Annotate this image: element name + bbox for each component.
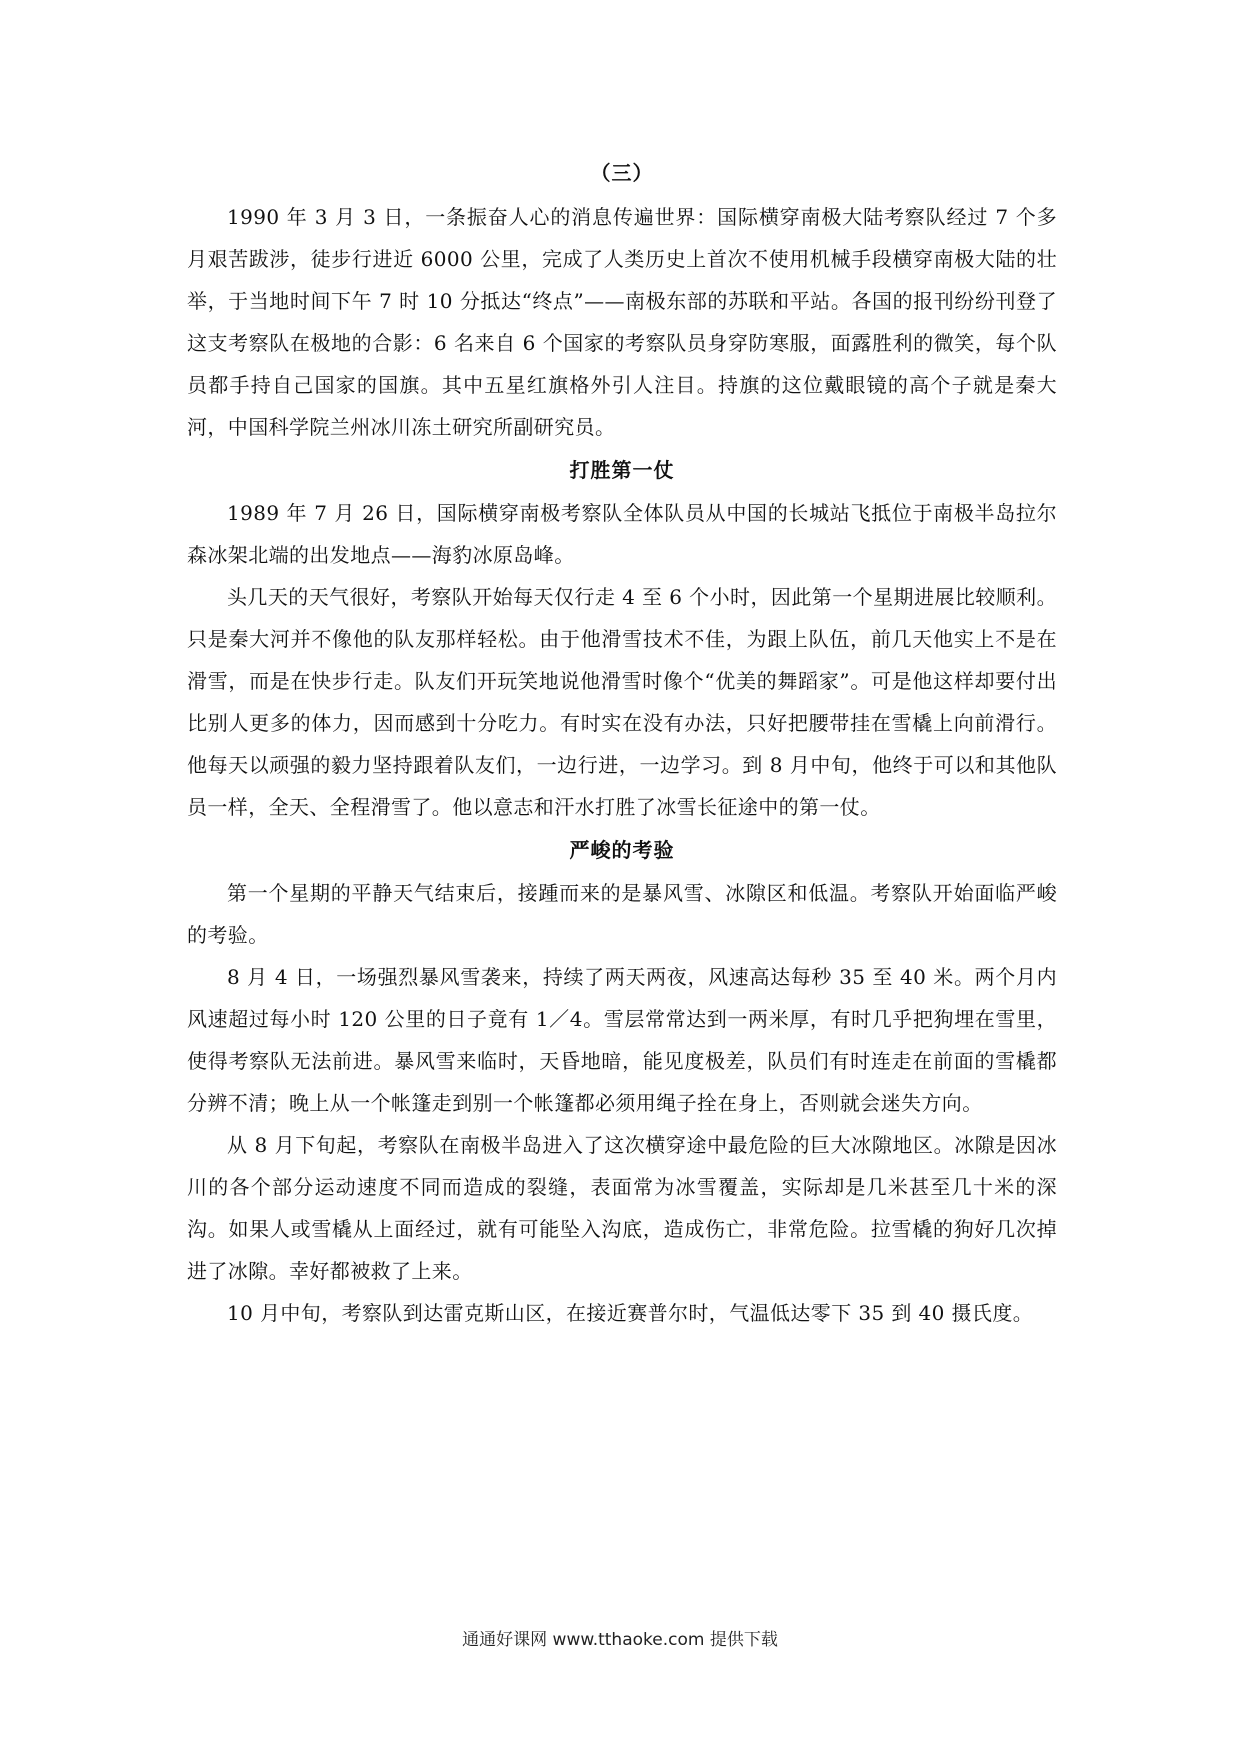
paragraph-blizzard: 8 月 4 日，一场强烈暴风雪袭来，持续了两天两夜，风速高达每秒 35 至 40 米。两个月内风速超过每小时 120 公里的日子竟有 1／4。雪层常常达到一两米厚，有时几乎把狗埋在雪里，使得考察队无法前进。暴风雪来临时，天昏地暗，能见度极差，队员们有时连走在前面的雪橇都分辨不清；晚上从一个帐篷走到别一个帐篷都必须用绳子拴在身上，否则就会迷失方向。 (187, 965, 1057, 1115)
intro-paragraph: 1990 年 3 月 3 日，一条振奋人心的消息传遍世界：国际横穿南极大陆考察队经过 7 个多月艰苦跋涉，徒步行进近 6000 公里，完成了人类历史上首次不使用机械手段横穿南极大陆的壮举，于当地时间下午 7 时 10 分抵达“终点”——南极东部的苏联和平站。各国的报刊纷纷刊登了这支考察队在极地的合影：6 名来自 6 个国家的考察队员身穿防寒服，面露胜利的微笑，每个队员都手持自己国家的国旗。其中五星红旗格外引人注目。持旗的这位戴眼镜的高个子就是秦大河，中国科学院兰州冰川冻土研究所副研究员。 (187, 205, 1057, 439)
footer-source-note: 通通好课网 www.tthaoke.com 提供下载 (462, 1630, 778, 1650)
paragraph-weather-change: 第一个星期的平静天气结束后，接踵而来的是暴风雪、冰隙区和低温。考察队开始面临严峻的考验。 (187, 881, 1057, 947)
subsection-title-first-battle: 打胜第一仗 (569, 458, 675, 482)
subsection-title-severe-test: 严峻的考验 (569, 838, 675, 862)
paragraph-early-days: 头几天的天气很好，考察队开始每天仅行走 4 至 6 个小时，因此第一个星期进展比较顺利。只是秦大河并不像他的队友那样轻松。由于他滑雪技术不佳，为跟上队伍，前几天他实上不是在滑雪，而是在快步行走。队友们开玩笑地说他滑雪时像个“优美的舞蹈家”。可是他这样却要付出比别人更多的体力，因而感到十分吃力。有时实在没有办法，只好把腰带挂在雪橇上向前滑行。他每天以顽强的毅力坚持跟着队友们，一边行进，一边学习。到 8 月中旬，他终于可以和其他队员一样，全天、全程滑雪了。他以意志和汗水打胜了冰雪长征途中的第一仗。 (187, 585, 1057, 819)
document-body (187, 150, 1057, 1334)
section-heading: （三） (590, 161, 654, 185)
paragraph-crevasses: 从 8 月下旬起，考察队在南极半岛进入了这次横穿途中最危险的巨大冰隙地区。冰隙是因冰川的各个部分运动速度不同而造成的裂缝，表面常为冰雪覆盖，实际却是几米甚至几十米的深沟。如果人或雪橇从上面经过，就有可能坠入沟底，造成伤亡，非常危险。拉雪橇的狗好几次掉进了冰隙。幸好都被救了上来。 (187, 1133, 1057, 1283)
paragraph-low-temperature: 10 月中旬，考察队到达雷克斯山区，在接近赛普尔时，气温低达零下 35 到 40 摄氏度。 (227, 1301, 1034, 1325)
paragraph-departure: 1989 年 7 月 26 日，国际横穿南极考察队全体队员从中国的长城站飞抵位于南极半岛拉尔森冰架北端的出发地点——海豹冰原岛峰。 (187, 501, 1057, 567)
